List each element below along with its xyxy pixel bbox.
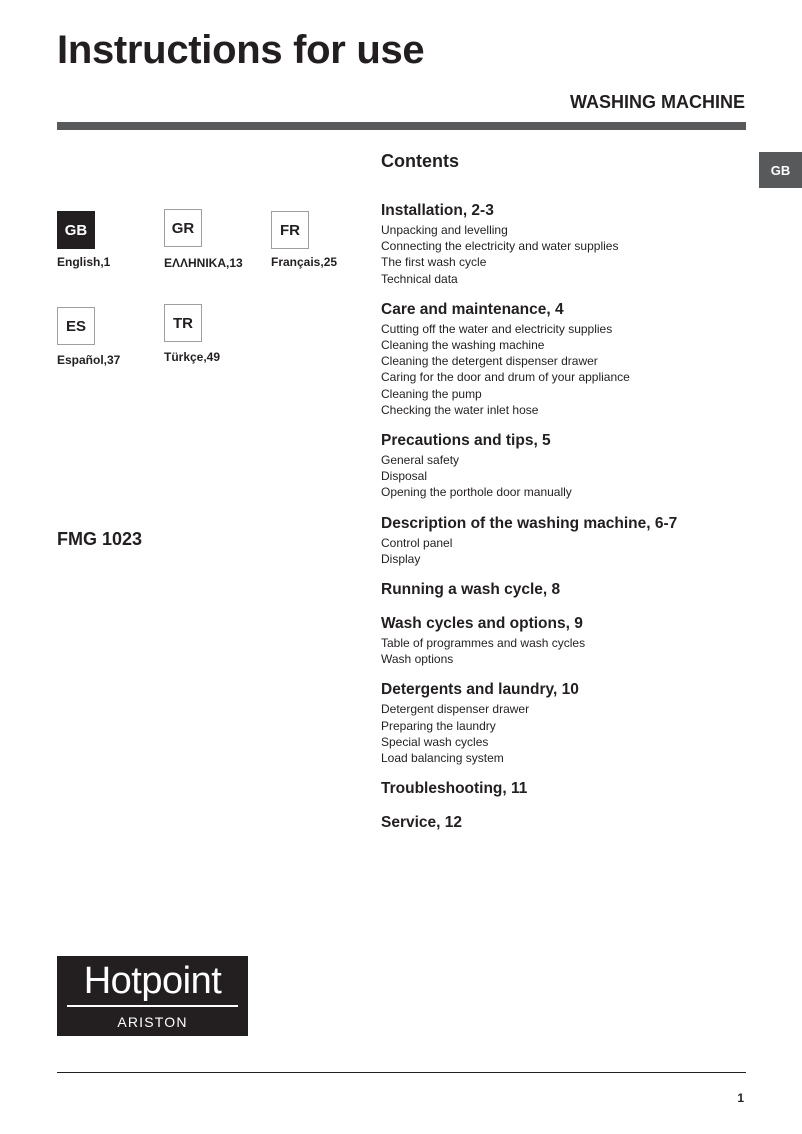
toc-section xyxy=(381,430,761,501)
page-number: 1 xyxy=(737,1091,744,1105)
model-number: FMG 1023 xyxy=(57,529,143,549)
brand-logo-sub: ARISTON xyxy=(117,1014,188,1030)
lang-box-fr[interactable]: FR xyxy=(271,211,309,249)
toc-item[interactable]: Preparing the laundry xyxy=(381,718,496,733)
page-title: Instructions for use xyxy=(57,28,425,72)
toc-section xyxy=(381,613,761,667)
toc-item[interactable]: Special wash cycles xyxy=(381,734,489,749)
toc-item[interactable]: Cleaning the pump xyxy=(381,386,482,401)
toc-heading[interactable]: Installation, 2-3 xyxy=(381,202,494,219)
lang-box-gb[interactable]: GB xyxy=(57,211,95,249)
table-of-contents xyxy=(381,200,761,846)
toc-item[interactable]: Caring for the door and drum of your appliance xyxy=(381,370,630,385)
toc-item[interactable]: Load balancing system xyxy=(381,751,504,766)
lang-box-gr[interactable]: GR xyxy=(164,209,202,247)
toc-item[interactable]: Unpacking and levelling xyxy=(381,223,508,237)
toc-item[interactable]: Cleaning the detergent dispenser drawer xyxy=(381,354,598,369)
toc-item[interactable]: Wash options xyxy=(381,652,454,667)
lang-label-gr[interactable]: ΕΛΛΗΝΙΚΑ,13 xyxy=(164,256,243,270)
language-side-tab: GB xyxy=(759,152,802,188)
toc-section xyxy=(381,200,761,287)
brand-logo-wordmark: Hotpoint xyxy=(83,960,222,1002)
lang-label-gb[interactable]: English,1 xyxy=(57,255,111,269)
header-divider xyxy=(57,122,746,130)
lang-label-fr[interactable]: Français,25 xyxy=(271,255,338,269)
toc-item[interactable]: Table of programmes and wash cycles xyxy=(381,636,586,651)
toc-heading[interactable]: Care and maintenance, 4 xyxy=(381,300,564,318)
toc-item[interactable]: Technical data xyxy=(381,271,458,286)
toc-heading[interactable]: Troubleshooting, 11 xyxy=(381,780,528,798)
toc-item[interactable]: Cleaning the washing machine xyxy=(381,338,545,353)
toc-section xyxy=(381,679,761,766)
toc-item[interactable]: Disposal xyxy=(381,469,428,484)
toc-section xyxy=(381,299,761,418)
lang-label-es[interactable]: Español,37 xyxy=(57,353,121,367)
toc-section xyxy=(381,778,761,800)
toc-section xyxy=(381,579,761,601)
toc-item[interactable]: Control panel xyxy=(381,535,453,550)
toc-item[interactable]: Checking the water inlet hose xyxy=(381,402,539,417)
lang-label-tr[interactable]: Türkçe,49 xyxy=(164,350,221,364)
lang-box-es[interactable]: ES xyxy=(57,307,95,345)
product-type: WASHING MACHINE xyxy=(570,92,745,112)
contents-title: Contents xyxy=(381,151,459,171)
toc-heading[interactable]: Service, 12 xyxy=(381,814,463,832)
toc-heading[interactable]: Running a wash cycle, 8 xyxy=(381,581,561,599)
toc-section xyxy=(381,513,761,567)
toc-heading[interactable]: Precautions and tips, 5 xyxy=(381,432,551,450)
toc-item[interactable]: Connecting the electricity and water supplies xyxy=(381,239,619,254)
toc-section xyxy=(381,812,761,834)
toc-item[interactable]: The first wash cycle xyxy=(381,255,487,270)
toc-heading[interactable]: Detergents and laundry, 10 xyxy=(381,681,579,699)
toc-item[interactable]: Detergent dispenser drawer xyxy=(381,702,530,717)
toc-heading[interactable]: Wash cycles and options, 9 xyxy=(381,615,583,633)
toc-item[interactable]: General safety xyxy=(381,453,460,468)
footer-divider xyxy=(57,1072,746,1073)
lang-box-tr[interactable]: TR xyxy=(164,304,202,342)
toc-item[interactable]: Cutting off the water and electricity supplies xyxy=(381,321,613,336)
toc-item[interactable]: Display xyxy=(381,551,421,566)
brand-logo xyxy=(57,956,248,1036)
toc-heading[interactable]: Description of the washing machine, 6-7 xyxy=(381,514,678,532)
toc-item[interactable]: Opening the porthole door manually xyxy=(381,485,572,500)
brand-logo-rule xyxy=(67,1005,238,1007)
